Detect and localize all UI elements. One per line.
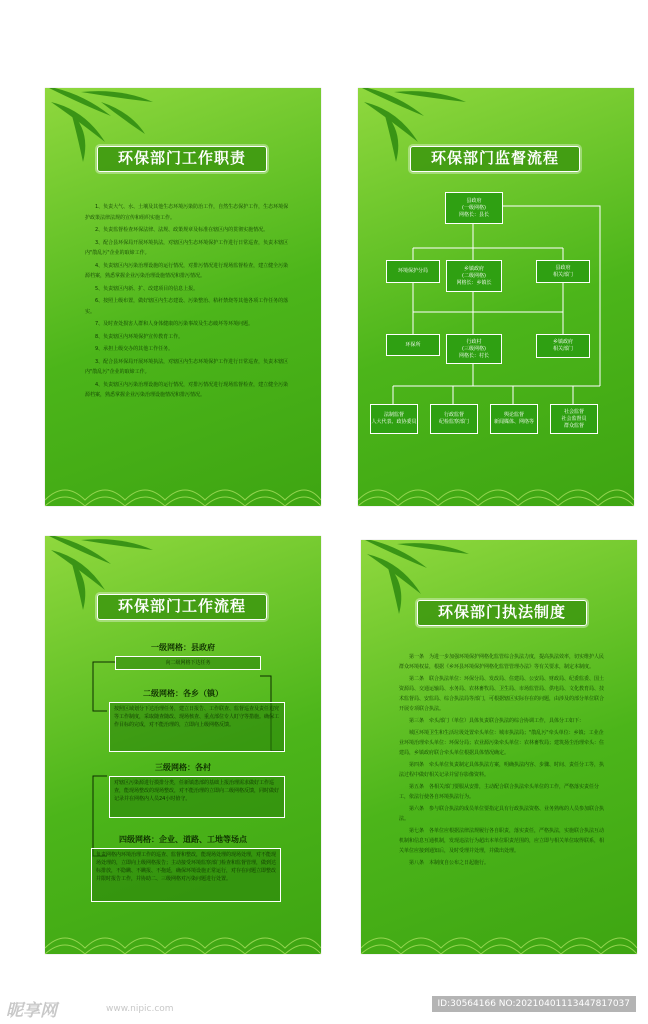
- flow-connectors: [358, 88, 634, 506]
- level2-heading: 二级网格：各乡（镇）: [143, 689, 223, 698]
- node-env-branch: 环境保护分局: [386, 260, 440, 283]
- enforcement-text: [399, 652, 607, 870]
- level4-heading: 四级网格：企业、道路、工地等场点: [119, 835, 247, 844]
- poster-title: 环保部门监督流程: [410, 146, 580, 172]
- level4-box: 负责网格内环境治理工作的巡查、监督和整改，能现场处理的现场处理，对不能现场处理的，立即向上级网格报告；主动接受环境监察部门检查和监督管理，做到达标排放，不隐瞒、不瞒报、不拖延，确保环境设施正常运行，对存在问题立即整改并限时报告工作，并协助二、三级网格对污染问题进行处置。: [91, 848, 281, 902]
- node-social-supervision: 社会监督 社会监督员 群众监督: [550, 404, 598, 434]
- rule-item: 第二条 联合执法单位：环保分局、发改局、住建局、公安局、财政局、纪委监委、国土资源局、交通运输局、水务局、农林畜牧局、卫生局、市场监管局、供电局、文化教育局、技术监督局、安监局、综合执法局等部门，可根据辖区实际存在的问题，由涉及的部分单位联合开展专项联合执法。: [399, 676, 605, 712]
- brand-url: www.nipic.com: [106, 1004, 174, 1014]
- enforcement-poster: [361, 540, 637, 954]
- cloud-wave-decoration: [45, 470, 321, 506]
- duty-item: 8、负责辖区内环境保护宣传教育工作。: [95, 333, 184, 340]
- duty-item: 3、配合县环保局开展环境执法，对辖区内生态环境保护工作进行日常巡查，负责本辖区内"散乱污"企业的取缔工作。: [85, 358, 289, 375]
- rule-item: 第三条 牵头部门（单位）具体负责联合执法的综合协调工作，具体分工如下：: [409, 718, 585, 724]
- node-public-opinion-supervision: 舆论监督 新闻媒体、网络等: [490, 404, 538, 434]
- node-village: 行政村 (三级网格) 网格长：村长: [446, 334, 502, 364]
- level3-heading: 三级网格：各村: [155, 763, 211, 772]
- rule-item: 第四条 牵头单位负责制定具体执法方案，明确执法内容、步骤、时间、责任分工等，执法过程中做好相关记录并留存影像资料。: [399, 762, 605, 778]
- level3-box: 对辖区污染源进行摸排分类，任新镇患部的基础上报治理需求做好工作巡查，能现场整改的现场整改，对不能治理的立即向二级网格反馈，同时做好记录并在网格内人员24小时值守。: [109, 776, 285, 818]
- node-county-government: 县政府 (一级网格) 网格长：县长: [445, 192, 503, 224]
- node-legal-supervision: 法制监督 人大代表、政协委员: [370, 404, 418, 434]
- rule-item: 第五条 各相关部门要服从安排，主动配合联合执法牵头单位的工作，严格落实责任分工，依法行使各自环境执法行为。: [399, 784, 600, 800]
- rule-item: 第八条 本制度自公布之日起施行。: [409, 860, 490, 866]
- rule-item: 城区环境卫生和生活垃圾处置牵头单位：城市执法局；"散乱污"牵头单位：乡镇；工业企业环境治理牵头单位：环保分局；农业源污染牵头单位：农林畜牧局；建筑扬尘治理牵头：住建局，乡镇政府联合牵头单位根据具体情况确定。: [399, 730, 605, 756]
- duty-item: 4、负责辖区内污染治理设施的运行情况，对排污情况进行现场监督检查，建立健全污染源档案，熟悉掌握企业污染治理设施情况和排污情况。: [85, 262, 289, 279]
- node-township-government: 乡镇政府 (二级网格) 网格长：乡镇长: [446, 260, 502, 292]
- node-township-departments: 乡镇政府 相关部门: [536, 334, 590, 358]
- level1-heading: 一级网格：县政府: [151, 643, 215, 652]
- poster-title: 环保部门执法制度: [417, 600, 587, 626]
- cloud-wave-decoration: [361, 918, 637, 954]
- level1-box: 向二级网格下达任务: [115, 656, 261, 670]
- node-county-departments: 县政府 相关部门: [536, 260, 590, 283]
- rule-item: 第一条 为进一步加强环境保护网格化监管综合执法力度，提高执法效率，切实维护人民群众环境权益，根据《乡环县环境保护网格化监管管理办法》等有关要求，制定本制度。: [399, 654, 605, 670]
- workflow-poster: [45, 536, 321, 954]
- duties-text: [85, 202, 291, 403]
- duty-item: 6、按照上级布置，做好辖区内生态建设、污染整治、秸秆禁烧等其他各项工作任务的落实。: [85, 298, 289, 315]
- poster-title: 环保部门工作职责: [97, 146, 267, 172]
- duty-item: 3、配合县环保局开展环境执法，对辖区内生态环境保护工作进行日常巡查，负责本辖区内"散乱污"企业的取缔工作。: [85, 239, 289, 256]
- image-id-badge: ID:30564166 NO:20210401113447817037: [432, 996, 637, 1012]
- duties-poster: [45, 88, 321, 506]
- duty-item: 5、负责辖区内新、扩、改建项目的信息上报。: [95, 285, 199, 292]
- duty-item: 4、负责辖区内污染治理设施的运行情况，对排污情况进行现场监督检查，建立健全污染源档案，熟悉掌握企业污染治理设施情况和排污情况。: [85, 381, 289, 398]
- brand-logo: 昵享网: [6, 1001, 57, 1021]
- rule-item: 第六条 参与联合执法的成员单位要指定具有行政执法资格、业务熟练的人员参加联合执法。: [399, 806, 605, 822]
- cloud-wave-decoration: [45, 918, 321, 954]
- duty-item: 1、负责大气、水、土壤及其他生态环境污染防治工作，自然生态保护工作，生态环境保护政策法律法规的宣传和组织实施工作。: [85, 204, 289, 221]
- node-admin-supervision: 行政监督 纪检监察部门: [430, 404, 478, 434]
- duty-item: 9、承担上级交办的其他工作任务。: [95, 346, 174, 352]
- duty-item: 7、及时查处损害人群和人身体健康的污染事故及生态破坏等环境问题。: [95, 321, 254, 327]
- poster-title: 环保部门工作流程: [97, 594, 267, 620]
- node-env-station: 环保所: [386, 334, 440, 356]
- level2-box: 按照区域划分下达治理任务，建立日报告、工作联查、监督巡查及责任追究等工作制度，采取随查随改、现场核查、重点部位专人盯守等措施。确保工作目标的完成，对不能治理的，立即向上级网格反馈。: [109, 702, 285, 752]
- rule-item: 第七条 各单位应根据法律法规履行各自职责，落实责任，严格执法，实施联合执法互动机制和信息互通机制，发现违法行为超出本单位职责范围的，应立即与相关单位取得联系，相关单位应接到通知后，及时受理并处理，并做出处理。: [399, 828, 605, 854]
- supervision-poster: [358, 88, 634, 506]
- cloud-wave-decoration: [358, 470, 634, 506]
- duty-item: 2、负责监督检查环保法律、法规、政策规章及标准在辖区内的贯彻实施情况。: [95, 227, 269, 233]
